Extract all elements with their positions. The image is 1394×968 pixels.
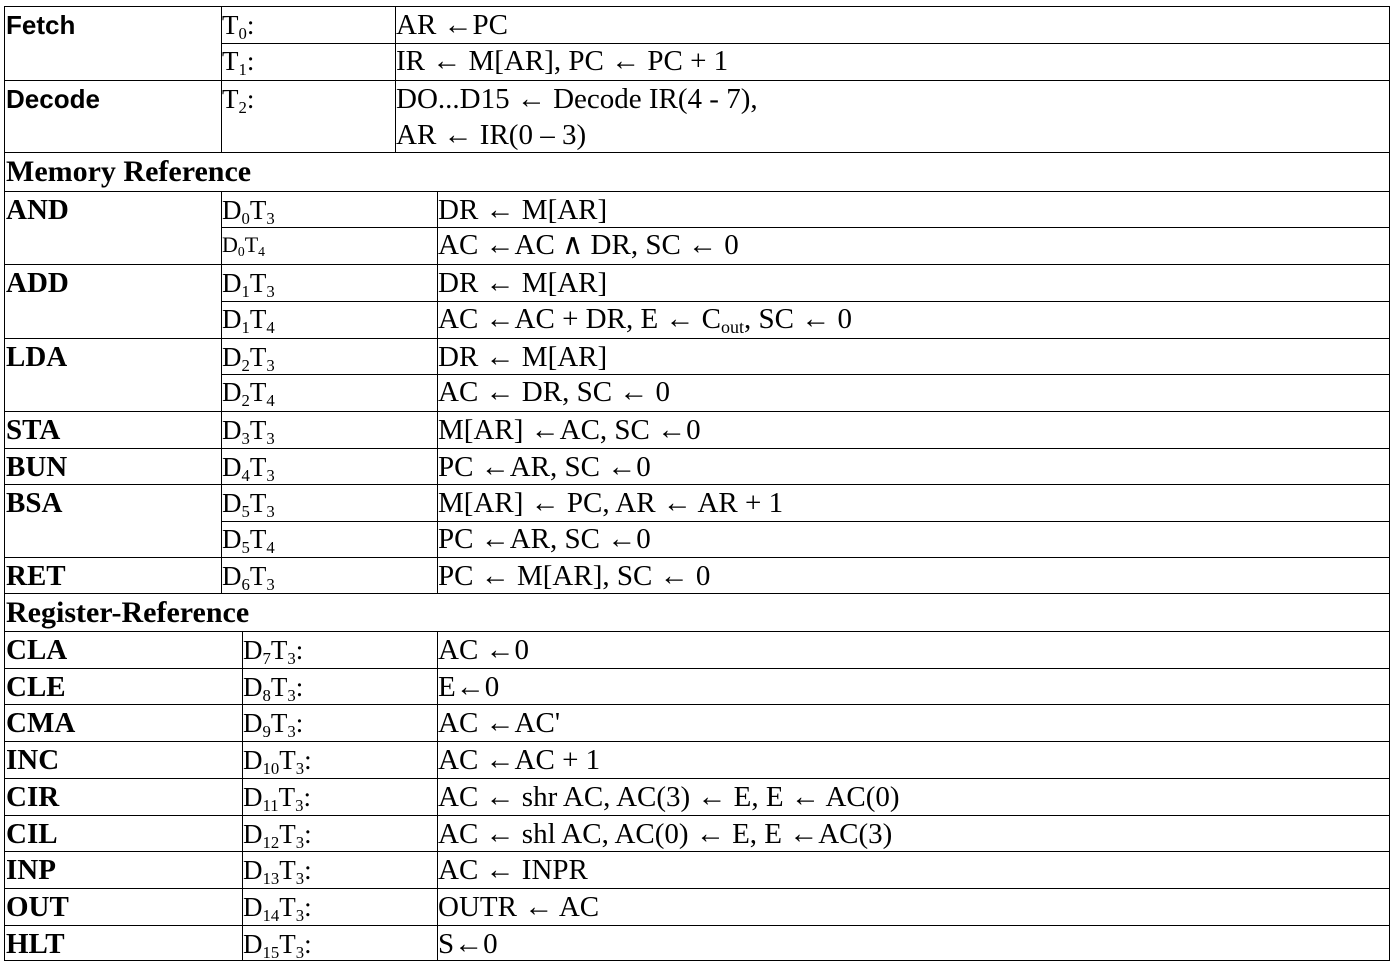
section-title: Register-Reference — [6, 596, 250, 629]
memory-reference-row — [4, 521, 1390, 557]
micro-operation: DR ← M[AR] — [438, 267, 608, 299]
micro-operation: AC ←AC + DR, E ← Cout, SC ← 0 — [438, 303, 852, 338]
register-reference-row — [4, 631, 1390, 668]
decode-label: Decode — [6, 84, 100, 114]
timing-signal: D7T3: — [243, 635, 304, 668]
register-reference-row — [4, 704, 1390, 741]
timing-signal: D0T3 — [222, 195, 275, 228]
register-reference-row — [4, 778, 1390, 815]
timing-signal: T2: — [222, 84, 255, 117]
register-reference-row — [4, 668, 1390, 704]
instruction-label: CLA — [6, 634, 68, 666]
instruction-label: RET — [6, 560, 66, 592]
instruction-label: ADD — [6, 267, 69, 299]
micro-operation: PC ←AR, SC ←0 — [438, 523, 651, 555]
memory-reference-row — [4, 411, 1390, 448]
timing-signal: D2T3 — [222, 342, 275, 375]
decode-row — [4, 80, 1390, 152]
timing-signal: D12T3: — [243, 819, 312, 852]
micro-operation: M[AR] ←AC, SC ←0 — [438, 414, 701, 446]
instruction-label: CLE — [6, 671, 66, 703]
timing-signal: D6T3 — [222, 561, 275, 594]
micro-operation: AC ← shr AC, AC(3) ← E, E ← AC(0) — [438, 781, 900, 813]
timing-signal: D2T4 — [222, 377, 275, 410]
micro-operation: AC ←AC ∧ DR, SC ← 0 — [438, 229, 739, 261]
instruction-label — [5, 521, 221, 557]
timing-signal: D5T4 — [222, 524, 275, 557]
micro-operation: S←0 — [438, 928, 498, 960]
micro-operation: AC ←AC + 1 — [438, 744, 601, 776]
micro-operation: DR ← M[AR] — [438, 194, 608, 226]
micro-operation: AC ← DR, SC ← 0 — [438, 376, 671, 408]
instruction-label: CMA — [6, 707, 76, 739]
instruction-label: INC — [6, 744, 60, 776]
register-reference-row — [4, 741, 1390, 778]
register-reference-row — [4, 815, 1390, 851]
timing-signal: D0T4 — [222, 232, 265, 259]
memory-reference-row — [4, 191, 1390, 227]
memory-reference-header — [4, 152, 1390, 191]
instruction-label: BUN — [6, 451, 68, 483]
timing-signal: D1T4 — [222, 304, 275, 337]
micro-operation: AR ←PC — [396, 9, 509, 41]
micro-operation: AC ← INPR — [438, 854, 588, 886]
micro-operation: DR ← M[AR] — [438, 341, 608, 373]
micro-operation: IR ← M[AR], PC ← PC + 1 — [396, 45, 729, 77]
timing-signal: D8T3: — [243, 672, 304, 705]
timing-signal: D3T3 — [222, 415, 275, 448]
register-reference-row — [4, 888, 1390, 925]
memory-reference-row — [4, 227, 1390, 264]
instruction-label: OUT — [6, 891, 69, 923]
instruction-label: INP — [6, 854, 56, 886]
instruction-label — [5, 374, 221, 411]
timing-signal: D14T3: — [243, 892, 312, 925]
register-reference-header — [4, 593, 1390, 631]
timing-signal: D4T3 — [222, 452, 275, 485]
timing-signal: D15T3: — [243, 929, 312, 962]
instruction-label — [5, 227, 221, 264]
timing-signal: D5T3 — [222, 488, 275, 521]
micro-operation: AC ←AC' — [438, 707, 561, 739]
instruction-label: LDA — [6, 341, 68, 373]
timing-signal: D1T3 — [222, 268, 275, 301]
micro-operation: M[AR] ← PC, AR ← AR + 1 — [438, 487, 784, 519]
timing-signal: D11T3: — [243, 782, 312, 815]
timing-signal: D9T3: — [243, 708, 304, 741]
micro-operation: PC ← M[AR], SC ← 0 — [438, 560, 711, 592]
timing-signal: D13T3: — [243, 855, 312, 888]
instruction-label: AND — [6, 194, 69, 226]
micro-operation: OUTR ← AC — [438, 891, 600, 923]
timing-signal: D10T3: — [243, 745, 312, 778]
instruction-label: CIR — [6, 781, 60, 813]
micro-operation: E←0 — [438, 671, 500, 703]
instruction-label: HLT — [6, 928, 65, 960]
register-reference-row — [4, 925, 1390, 961]
instruction-label — [5, 301, 221, 338]
micro-operation: PC ←AR, SC ←0 — [438, 451, 651, 483]
timing-signal: T0: — [222, 10, 255, 43]
section-title: Memory Reference — [6, 155, 252, 188]
memory-reference-row — [4, 557, 1390, 593]
memory-reference-row — [4, 338, 1390, 374]
timing-signal: T1: — [222, 46, 255, 79]
instruction-label: STA — [6, 414, 61, 446]
instruction-label: CIL — [6, 818, 58, 850]
fetch-row-t1 — [4, 43, 1390, 80]
micro-operation: AC ← shl AC, AC(0) ← E, E ←AC(3) — [438, 818, 893, 850]
memory-reference-row — [4, 374, 1390, 411]
memory-reference-row — [4, 264, 1390, 301]
register-reference-row — [4, 851, 1390, 888]
memory-reference-row — [4, 301, 1390, 338]
instruction-label: BSA — [6, 487, 63, 519]
micro-operations-table — [4, 6, 1390, 961]
memory-reference-row — [4, 484, 1390, 521]
fetch-label: Fetch — [6, 10, 76, 40]
micro-operation: AC ←0 — [438, 634, 530, 666]
micro-operation: DO...D15 ← Decode IR(4 - 7), AR ← IR(0 – 3) — [396, 83, 758, 151]
memory-reference-row — [4, 448, 1390, 484]
fetch-row-t0 — [4, 6, 1390, 43]
